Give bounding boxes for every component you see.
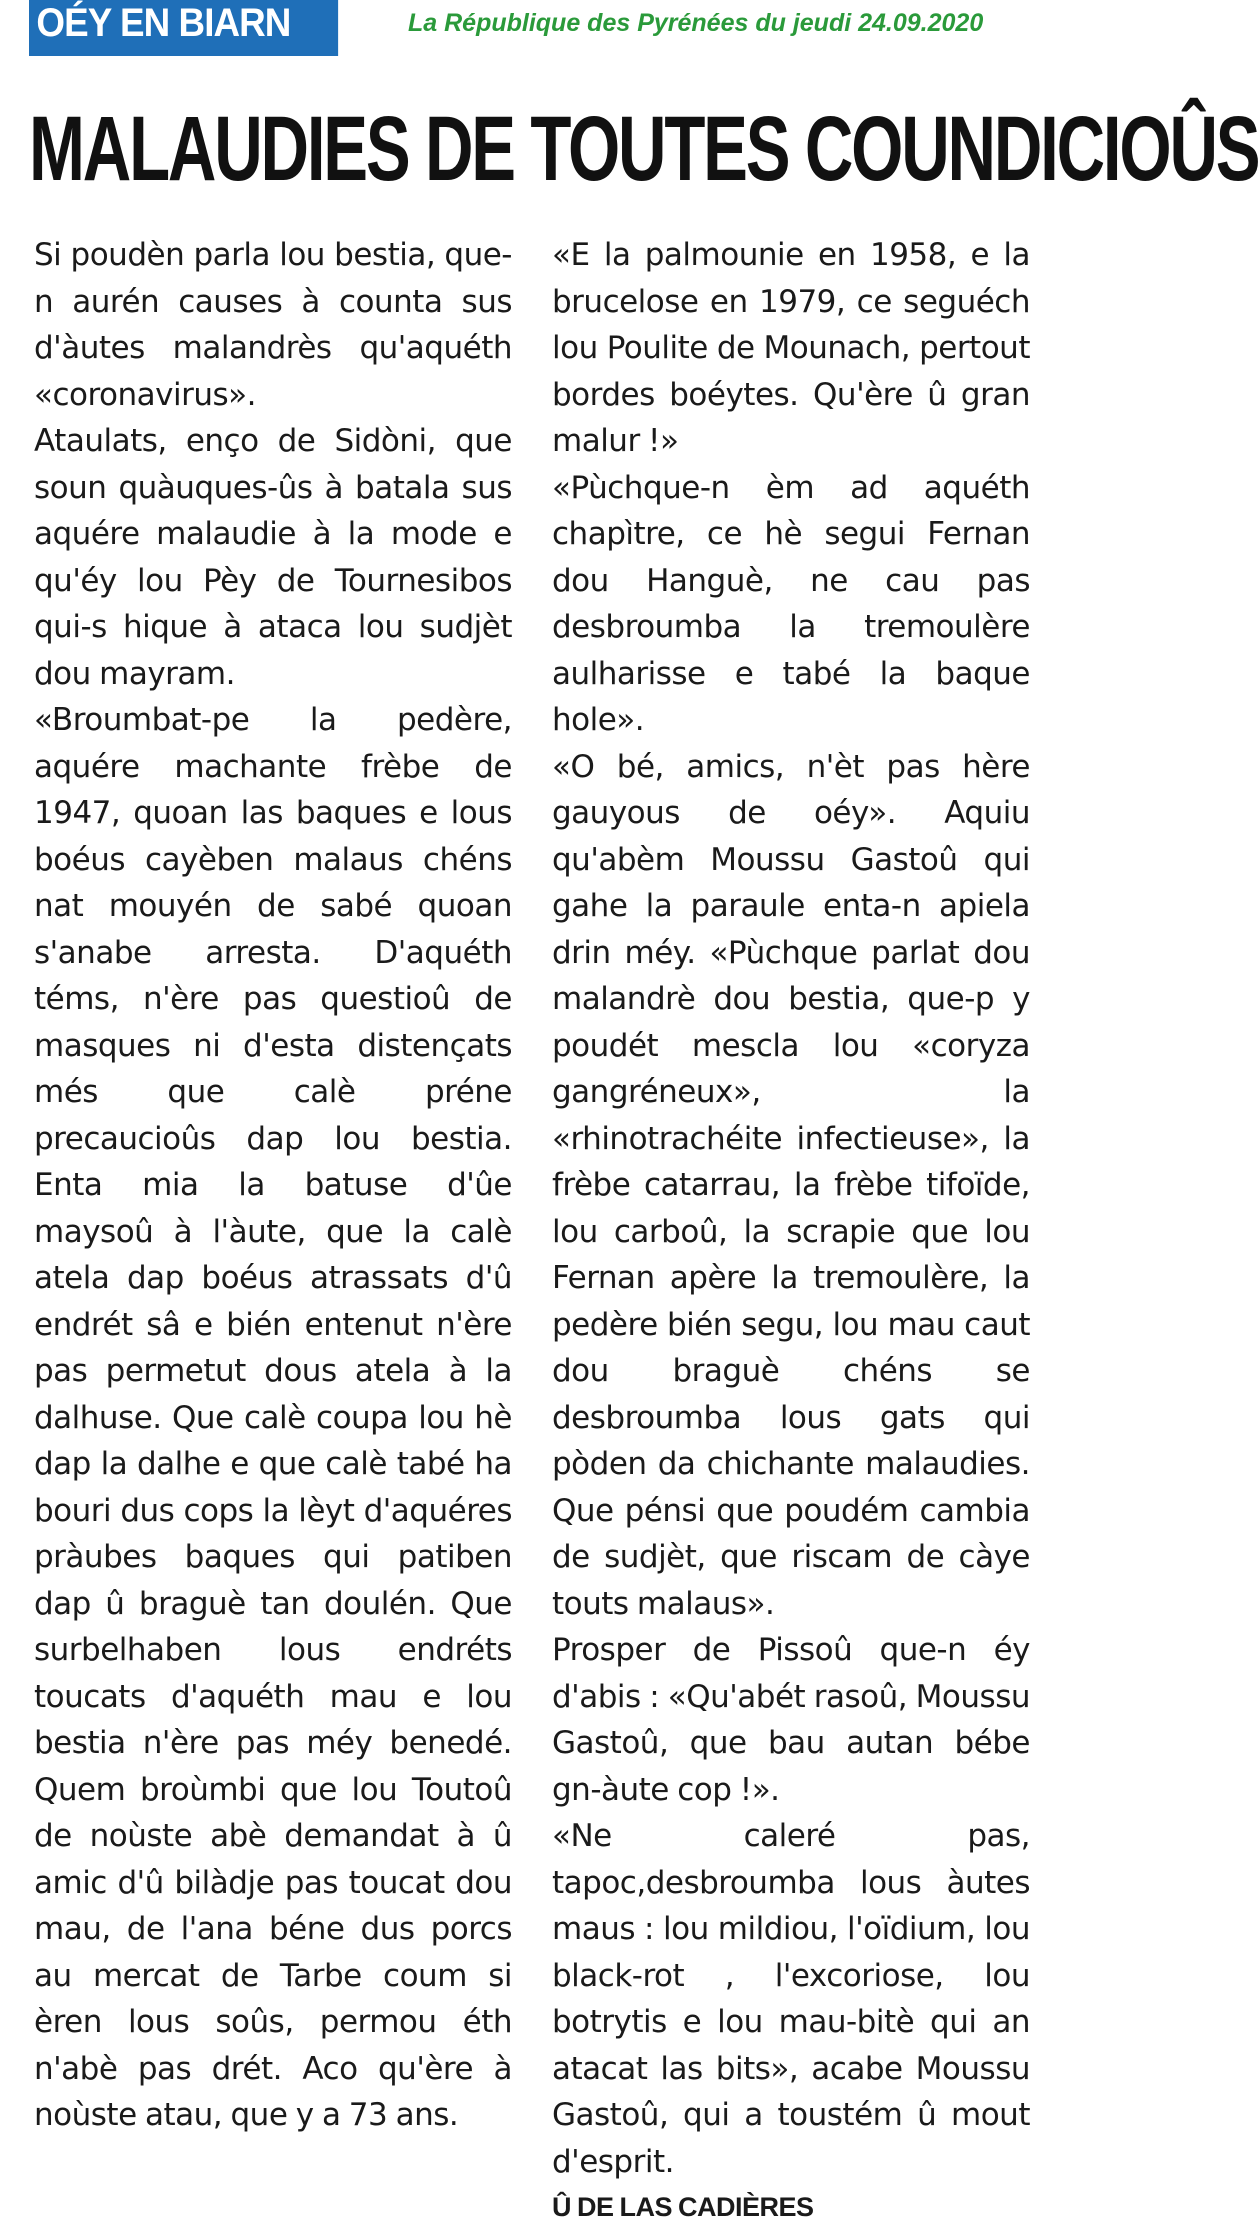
paragraph: «Broumbat-pe la pedère, aquére machante frèbe de 1947, quoan las baques e lous boéus cayèben malaus chéns nat mouyén de sabé quoan s'anabe arresta. D'aquéth téms, n'ère pas questioû de masques ni d'esta distençats més que calè préne precaucioûs dap lou bestia. Enta mia la batuse d'ûe maysoû à l'àute, que la calè atela dap boéus atrassats d'û endrét sâ e bién entenut n'ère pas permetut dous atela à la dalhuse. Que calè coupa lou hè dap la dalhe e que calè tabé ha bouri dus cops la lèyt d'aquéres pràubes baques qui patiben dap û braguè tan doulén. Que surbelhaben lous endréts toucats d'aquéth mau e lou bestia n'ère pas méy benedé. Quem broùmbi que lou Toutoû de noùste abè demandat à û amic d'û bilàdje pas toucat dou mau, de l'ana béne dus porcs au mercat de Tarbe coum si èren lous soûs, permou éth n'abè pas drét. Aco qu'ère à noùste atau, que y a 73 ans. [34,702,512,2133]
paragraph: «O bé, amics, n'èt pas hère gauyous de oéy». Aquiu qu'abèm Moussu Gastoû qui gahe la paraule enta-n apiela drin méy. «Pùchque parlat dou malandrè dou bestia, que-p y poudét mescla lou «coryza gangréneux», la «rhinotrachéite infectieuse», la frèbe catarrau, la frèbe tifoïde, lou carboû, la scrapie que lou Fernan apère la tremoulère, la pedère bién segu, lou mau caut dou braguè chéns se desbroumba lous gats qui pòden da chichante malaudies. Que pénsi que poudém cambia de sudjèt, que riscam de càye touts malaus». [552,748,1030,1622]
paragraph: «Pùchque-n èm ad aquéth chapìtre, ce hè segui Fernan dou Hanguè, ne cau pas desbroumba la tremoulère aulharisse e tabé la baque hole». [552,469,1030,738]
author-signature: Û DE LAS CADIÈRES [552,2192,814,2222]
article-column-left [34,232,512,2133]
publication-dateline: La République des Pyrénées du jeudi 24.09.2020 [408,9,984,37]
paragraph: «Ne caleré pas, tapoc,desbroumba lous àutes maus : lou mildiou, l'oïdium, lou black-rot , l'excoriose, lou botrytis e lou mau-bitè qui an atacat las bits», acabe Moussu Gastoû, qui a toustém û mout d'esprit. [552,1818,1030,2180]
paragraph: «E la palmounie en 1958, e la brucelose en 1979, ce seguéch lou Poulite de Mounach, pertout bordes boéytes. Qu'ère û gran malur !» [552,237,1030,459]
section-rubric: OÉY EN BIARN [29,0,338,56]
article-column-right [552,232,1030,2222]
paragraph: Ataulats, enço de Sidòni, que soun quàuques-ûs à batala sus aquére malaudie à la mode e qu'éy lou Pèy de Tournesibos qui-s hique à ataca lou sudjèt dou mayram. [34,423,512,692]
paragraph: Si poudèn parla lou bestia, que-n aurén causes à counta sus d'àutes malandrès qu'aquéth «coronavirus». [34,237,512,413]
article-body [34,232,1034,2222]
paragraph: Prosper de Pissoû que-n éy d'abis : «Qu'abét rasoû, Moussu Gastoû, que bau autan bébe gn-àute cop !». [552,1632,1030,1808]
article-headline: MALAUDIES DE TOUTES COUNDICIOÛS [29,98,1258,200]
